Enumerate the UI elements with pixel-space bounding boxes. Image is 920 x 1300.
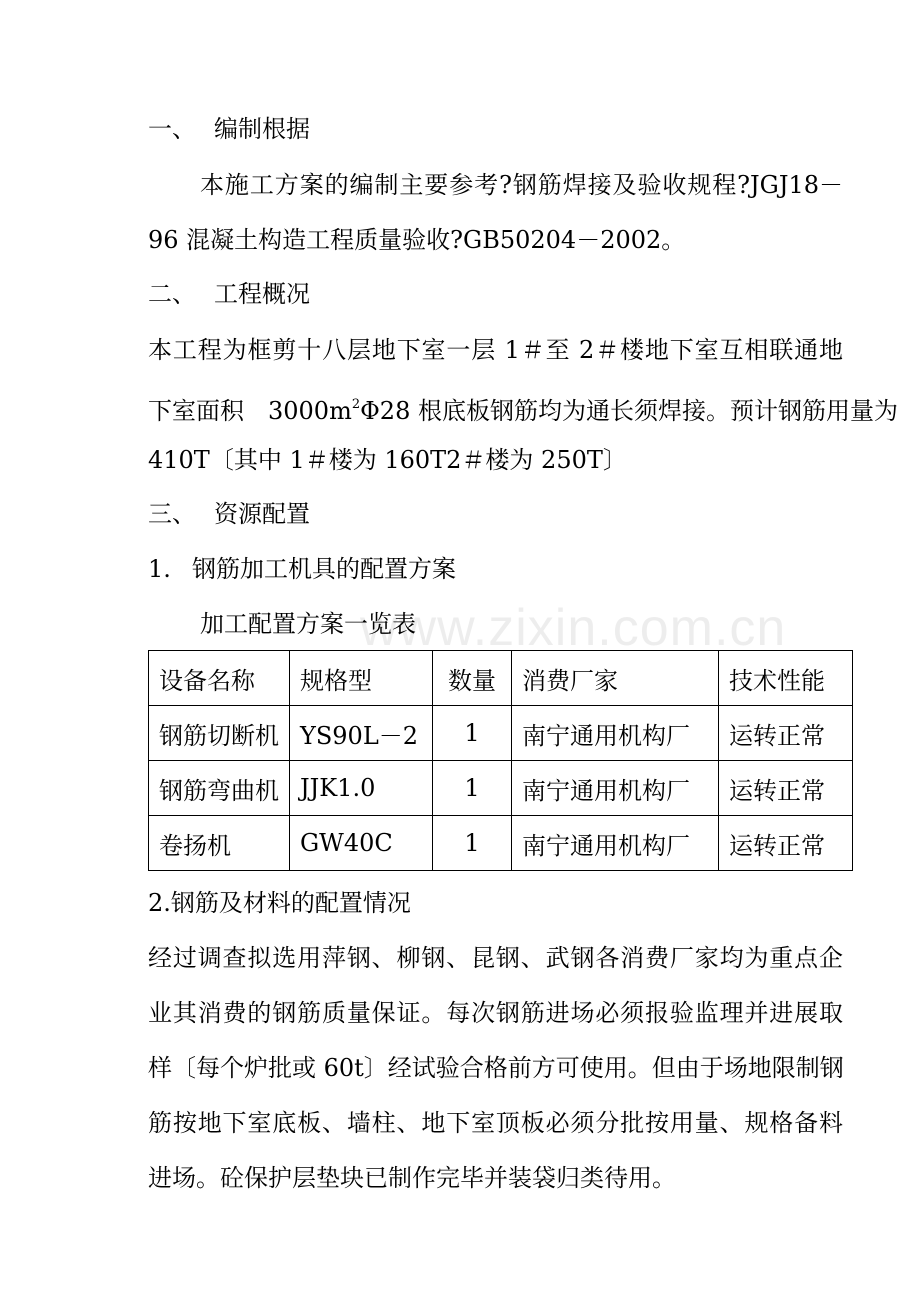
- header-cell: 设备名称: [149, 651, 290, 706]
- table-row: [149, 761, 853, 816]
- heading-3: [148, 497, 310, 531]
- rebar-text: Φ28 根底板钢筋均为通长须焊接。预计钢筋用量为: [360, 397, 898, 425]
- paragraph-3-line-3: 样〔每个炉批或 60t〕经试验合格前方可使用。但由于场地限制钢: [148, 1054, 844, 1082]
- subheading-1: [148, 552, 456, 586]
- header-cell: 技术性能: [719, 651, 853, 706]
- paragraph-3-line-1: 经过调查拟选用萍钢、柳钢、昆钢、武钢各消费厂家均为重点企: [148, 944, 843, 972]
- table-cell: 运转正常: [719, 816, 853, 871]
- table-cell: 钢筋弯曲机: [149, 761, 290, 816]
- header-cell: 消费厂家: [512, 651, 719, 706]
- heading-3-title: 资源配置: [214, 500, 310, 528]
- area-text: 下室面积 3000m: [148, 397, 352, 425]
- table-cell: YS90L－2: [290, 706, 433, 761]
- table-caption: 加工配置方案一览表: [200, 610, 416, 638]
- paragraph-1-line-2: 96 混凝土构造工程质量验收?GB50204－2002。: [148, 226, 686, 254]
- table-row: [149, 706, 853, 761]
- table-cell: 南宁通用机构厂: [512, 761, 719, 816]
- heading-2-number: 二、: [148, 280, 196, 308]
- subheading-1-number: 1.: [148, 555, 171, 583]
- area-superscript: 2: [351, 397, 361, 412]
- table-cell: 运转正常: [719, 761, 853, 816]
- table-row: [149, 816, 853, 871]
- paragraph-3-line-2: 业其消费的钢筋质量保证。每次钢筋进场必须报验监理并进展取: [148, 999, 843, 1027]
- table-cell: JJK1.0: [290, 761, 433, 816]
- header-cell: 数量: [433, 651, 512, 706]
- table-cell: 运转正常: [719, 706, 853, 761]
- heading-1-number: 一、: [148, 115, 196, 143]
- table-cell: 1: [433, 761, 512, 816]
- table-cell: 南宁通用机构厂: [512, 816, 719, 871]
- paragraph-3-line-4: 筋按地下室底板、墙柱、地下室顶板必须分批按用量、规格备料: [148, 1109, 843, 1137]
- subheading-1-title: 钢筋加工机具的配置方案: [192, 555, 456, 583]
- heading-3-number: 三、: [148, 500, 196, 528]
- watermark: www.zixin.com.cn: [360, 599, 787, 657]
- table-cell: 南宁通用机构厂: [512, 706, 719, 761]
- heading-2: [148, 277, 310, 311]
- table-cell: 钢筋切断机: [149, 706, 290, 761]
- table-header-row: [149, 651, 853, 706]
- paragraph-2-line-3: 410T〔其中 1＃楼为 160T2＃楼为 250T〕: [148, 446, 627, 474]
- heading-2-title: 工程概况: [214, 280, 310, 308]
- heading-1-title: 编制根据: [214, 115, 310, 143]
- table-cell: GW40C: [290, 816, 433, 871]
- header-cell: 规格型: [290, 651, 433, 706]
- paragraph-3-line-5: 进场。砼保护层垫块已制作完毕并装袋归类待用。: [148, 1164, 676, 1192]
- subheading-2: 2.钢筋及材料的配置情况: [148, 889, 411, 917]
- table-cell: 1: [433, 706, 512, 761]
- paragraph-2-line-1: 本工程为框剪十八层地下室一层 1＃至 2＃楼地下室互相联通地: [148, 336, 843, 364]
- heading-1: [148, 112, 310, 146]
- table-cell: 1: [433, 816, 512, 871]
- paragraph-1-line-1: 本施工方案的编制主要参考?钢筋焊接及验收规程?JGJ18－: [200, 171, 843, 199]
- table-cell: 卷扬机: [149, 816, 290, 871]
- paragraph-2-line-2: [148, 388, 898, 428]
- equipment-table: [148, 650, 853, 871]
